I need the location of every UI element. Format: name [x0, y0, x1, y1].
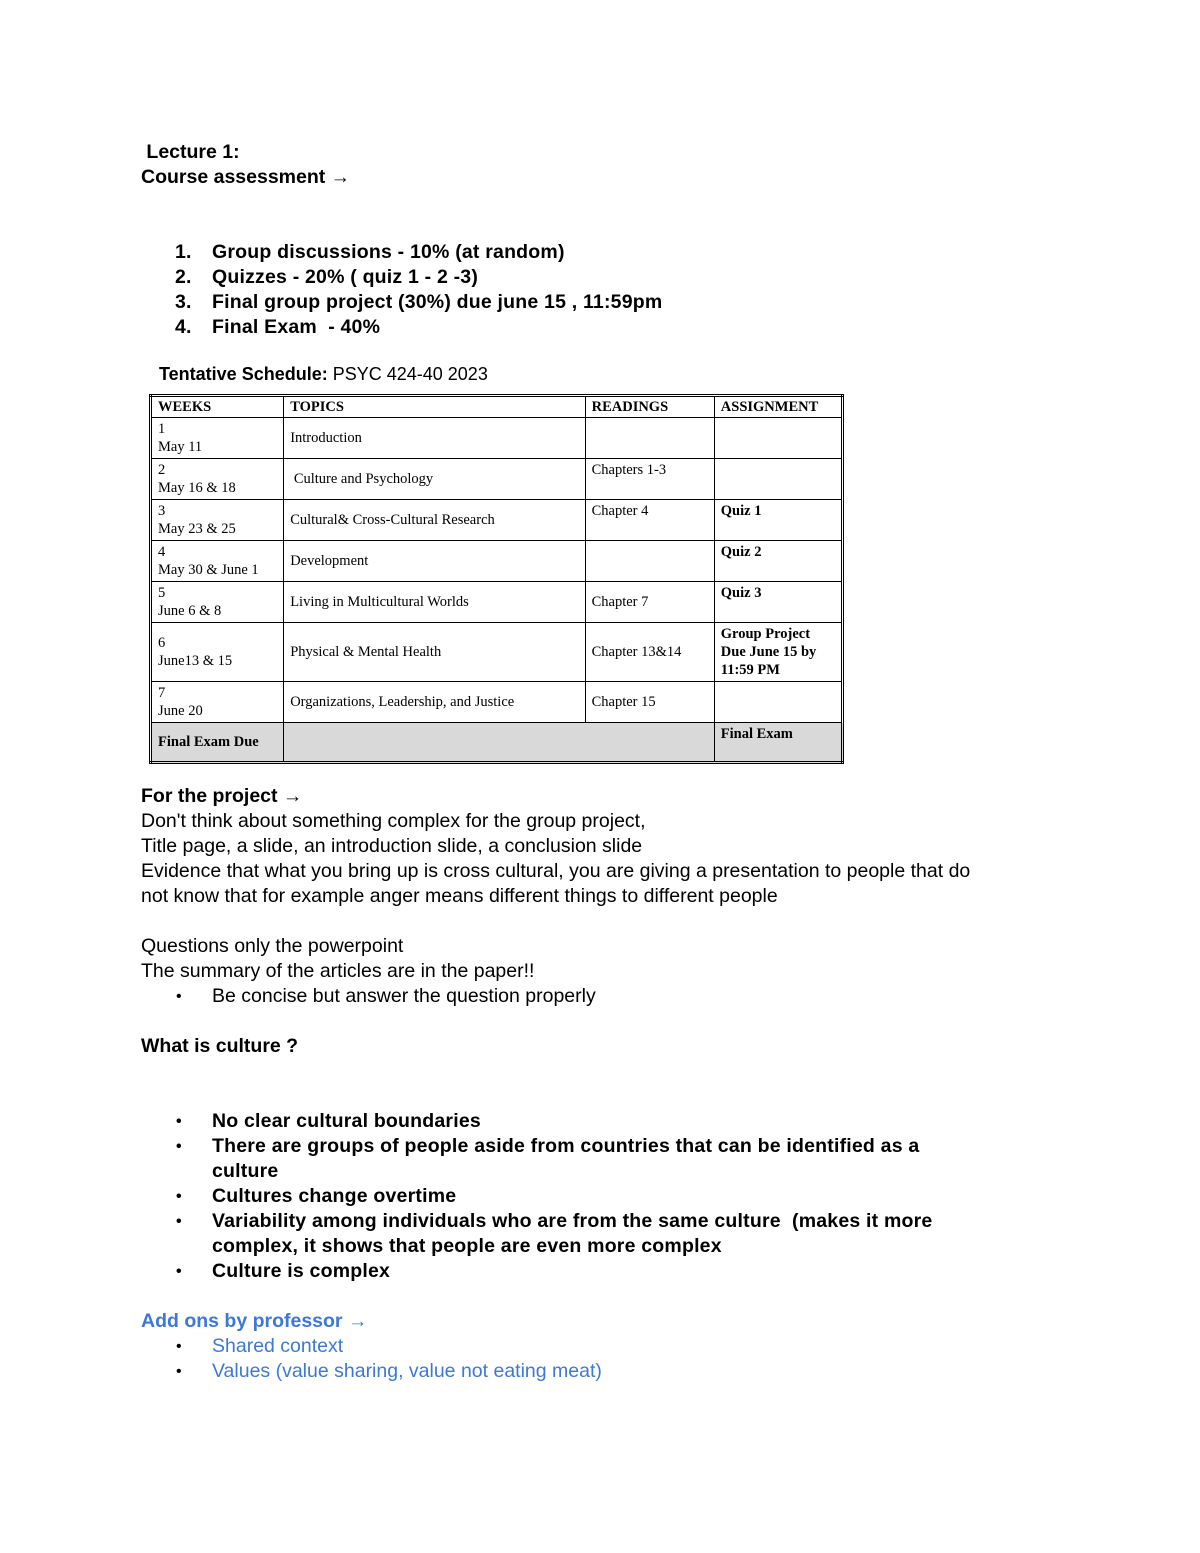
bullet-icon: • [176, 1263, 182, 1280]
list-item: • No clear cultural boundaries [176, 1110, 481, 1132]
bullet-icon: • [176, 1338, 182, 1355]
project-heading: For the project → [141, 785, 303, 807]
project-line: Evidence that what you bring up is cross cultural, you are giving a presentation to people that do [141, 860, 971, 882]
reading-cell: Chapter 7 [585, 582, 714, 623]
assignment-cell: Group Project Due June 15 by 11:59 PM [714, 623, 842, 682]
final-exam-empty [284, 723, 715, 763]
assignment-cell [714, 418, 842, 459]
assessment-item: 4. Final Exam - 40% [175, 316, 381, 338]
reading-cell [585, 541, 714, 582]
assessment-item: 1. Group discussions - 10% (at random) [175, 241, 565, 263]
assignment-cell: Quiz 3 [714, 582, 842, 623]
topic-cell: Culture and Psychology [284, 459, 585, 500]
schedule-title: Tentative Schedule: PSYC 424-40 2023 [159, 364, 488, 384]
final-exam-assignment: Final Exam [714, 723, 842, 763]
header-assignment: ASSIGNMENT [714, 396, 842, 418]
assignment-cell [714, 682, 842, 723]
week-cell: 7 June 20 [151, 682, 284, 723]
week-cell: 6 June13 & 15 [151, 623, 284, 682]
table-header-row [151, 396, 843, 418]
assessment-list [141, 240, 1081, 340]
header-topics: TOPICS [284, 396, 585, 418]
bullet-icon: • [176, 1213, 182, 1230]
week-cell: 2 May 16 & 18 [151, 459, 284, 500]
reading-cell: Chapters 1-3 [585, 459, 714, 500]
list-item: • There are groups of people aside from countries that can be identified as a culture [176, 1135, 920, 1182]
culture-heading: What is culture ? [141, 1035, 299, 1057]
reading-cell: Chapter 13&14 [585, 623, 714, 682]
topic-cell: Development [284, 541, 585, 582]
final-exam-row [151, 723, 843, 763]
document-page [141, 140, 1081, 1384]
reading-cell [585, 418, 714, 459]
bullet-icon: • [176, 988, 182, 1005]
assessment-heading: Course assessment → [141, 166, 351, 188]
list-item: • Values (value sharing, value not eating meat) [176, 1360, 602, 1382]
assignment-cell [714, 459, 842, 500]
table-row [151, 582, 843, 623]
list-item: • Culture is complex [176, 1260, 391, 1282]
bullet-icon: • [176, 1188, 182, 1205]
table-row [151, 418, 843, 459]
week-cell: 4 May 30 & June 1 [151, 541, 284, 582]
assessment-item: 3. Final group project (30%) due june 15 , 11:59pm [175, 291, 663, 313]
final-exam-label: Final Exam Due [151, 723, 284, 763]
culture-bullets [141, 1109, 1081, 1284]
project-line: not know that for example anger means different things to different people [141, 885, 778, 907]
table-row [151, 459, 843, 500]
week-cell: 5 June 6 & 8 [151, 582, 284, 623]
topic-cell: Introduction [284, 418, 585, 459]
reading-cell: Chapter 4 [585, 500, 714, 541]
topic-cell: Cultural& Cross-Cultural Research [284, 500, 585, 541]
lecture-title: Lecture 1: [141, 141, 240, 163]
table-row [151, 682, 843, 723]
assignment-cell: Quiz 1 [714, 500, 842, 541]
project-note: Questions only the powerpoint [141, 935, 404, 957]
list-item: • Cultures change overtime [176, 1185, 457, 1207]
bullet-icon: • [176, 1113, 182, 1130]
table-row [151, 500, 843, 541]
topic-cell: Organizations, Leadership, and Justice [284, 682, 585, 723]
project-bullets [141, 984, 1081, 1009]
list-item: • Shared context [176, 1335, 344, 1357]
bullet-icon: • [176, 1138, 182, 1155]
table-row [151, 541, 843, 582]
header-readings: READINGS [585, 396, 714, 418]
week-cell: 1 May 11 [151, 418, 284, 459]
list-item: • Be concise but answer the question properly [176, 985, 596, 1007]
addons-heading: Add ons by professor → [141, 1310, 368, 1332]
schedule-table [149, 394, 844, 764]
addons-bullets [141, 1334, 1081, 1384]
assessment-item: 2. Quizzes - 20% ( quiz 1 - 2 -3) [175, 266, 479, 288]
header-weeks: WEEKS [151, 396, 284, 418]
project-note: The summary of the articles are in the paper!! [141, 960, 535, 982]
topic-cell: Living in Multicultural Worlds [284, 582, 585, 623]
bullet-icon: • [176, 1363, 182, 1380]
topic-cell: Physical & Mental Health [284, 623, 585, 682]
project-line: Don't think about something complex for the group project, [141, 810, 646, 832]
week-cell: 3 May 23 & 25 [151, 500, 284, 541]
reading-cell: Chapter 15 [585, 682, 714, 723]
list-item: • Variability among individuals who are from the same culture (makes it more complex, it shows that people are even more complex [176, 1210, 933, 1257]
assignment-cell: Quiz 2 [714, 541, 842, 582]
table-row [151, 623, 843, 682]
project-line: Title page, a slide, an introduction slide, a conclusion slide [141, 835, 643, 857]
